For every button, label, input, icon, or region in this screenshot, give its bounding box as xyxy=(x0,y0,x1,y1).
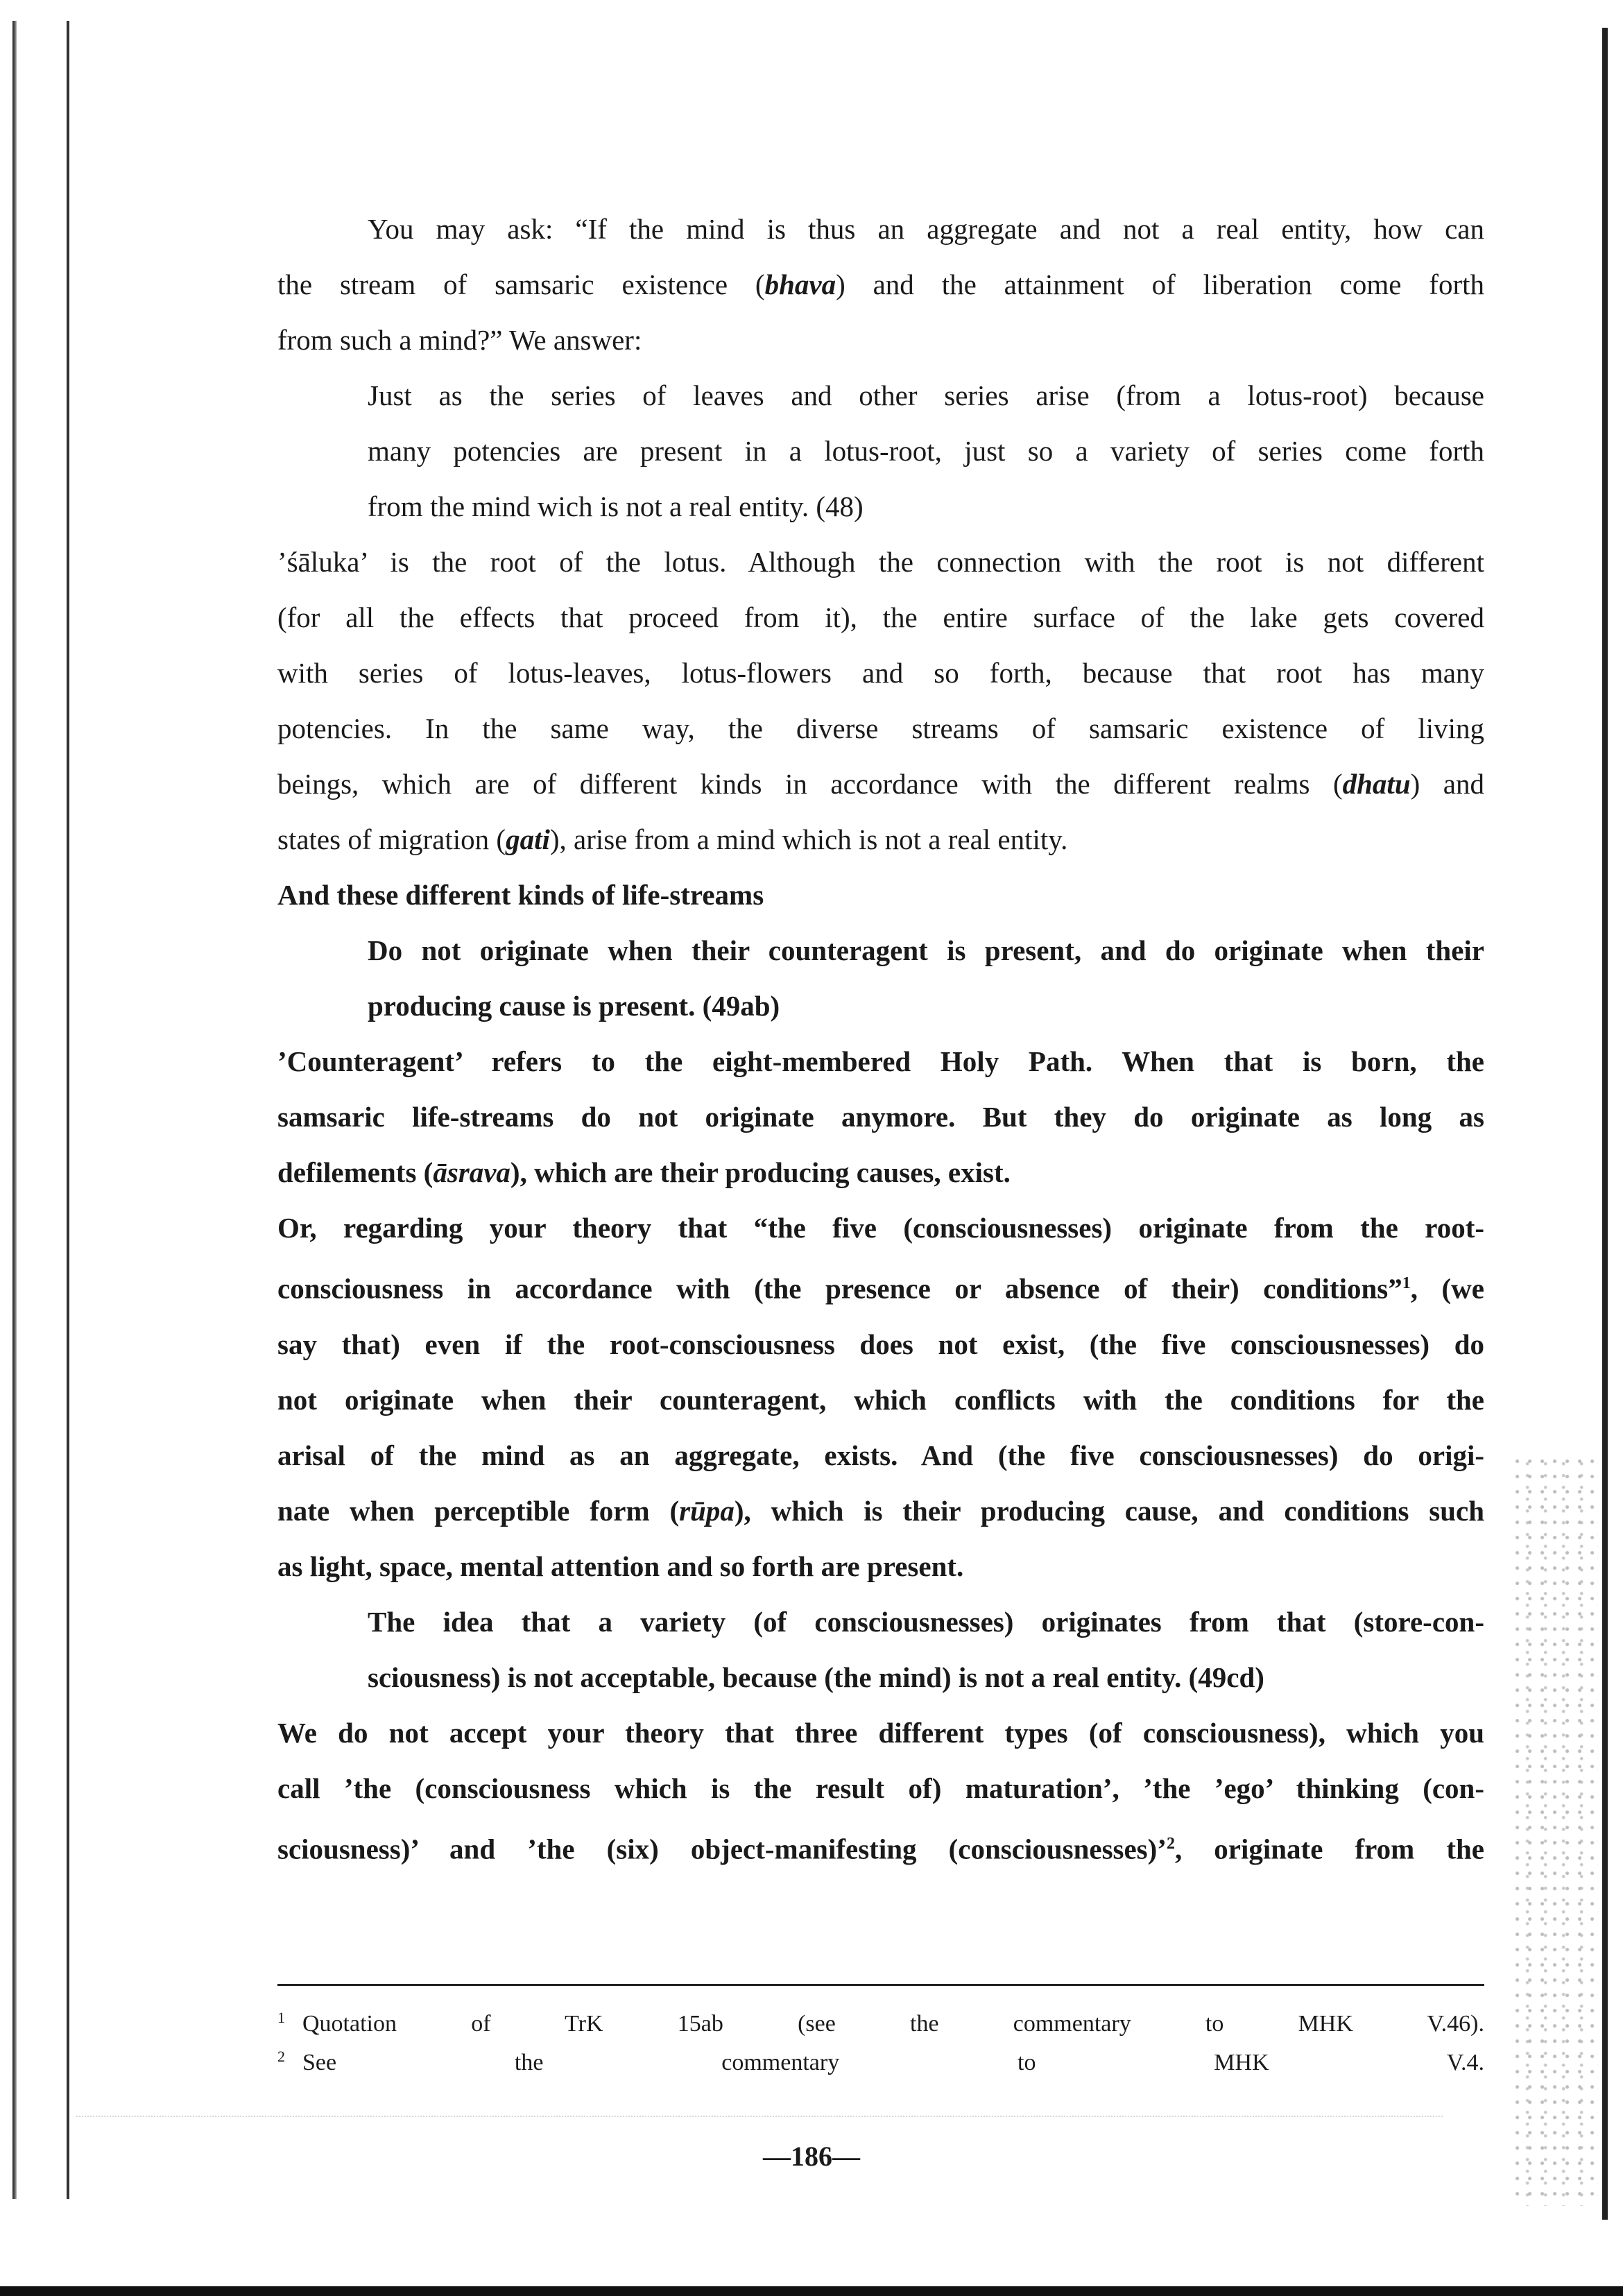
text-run: from such a mind?” We answer: xyxy=(277,324,642,356)
text-line xyxy=(277,1705,1484,1760)
text-run: with series of lotus-leaves, lotus-flowers and so forth, because that root has many xyxy=(277,657,1484,689)
text-line xyxy=(277,1034,1484,1089)
scan-noise xyxy=(1515,1457,1598,2206)
text-line xyxy=(277,201,1484,257)
italic-term: āsrava xyxy=(433,1156,510,1188)
footnote-ref: 2 xyxy=(1166,1834,1175,1853)
text-run: samsaric life-streams do not originate anymore. But they do originate as long as xyxy=(277,1101,1484,1133)
text-line xyxy=(368,479,1484,534)
text-run: the stream of samsaric existence ( xyxy=(277,268,765,300)
text-run: Or, regarding your theory that “the five (consciousnesses) originate from the root- xyxy=(277,1212,1484,1244)
text-line xyxy=(277,645,1484,701)
text-line xyxy=(277,1760,1484,1816)
text-run: from the mind wich is not a real entity. (48) xyxy=(368,490,864,522)
scan-fold-line xyxy=(76,2116,1443,2117)
text-line xyxy=(277,1483,1484,1539)
text-run: many potencies are present in a lotus-root, just so a variety of series come forth xyxy=(368,435,1484,467)
text-run: not originate when their counteragent, which conflicts with the conditions for the xyxy=(277,1383,1484,1416)
text-line xyxy=(277,257,1484,312)
text-run: nate when perceptible form ( xyxy=(277,1494,680,1527)
text-line xyxy=(277,1539,1484,1594)
text-line xyxy=(368,1650,1484,1705)
text-line xyxy=(277,1372,1484,1428)
text-run: beings, which are of different kinds in accordance with the different realms ( xyxy=(277,768,1343,800)
footnote-rule xyxy=(277,1984,1484,1986)
text-line xyxy=(277,867,1484,923)
text-line xyxy=(368,923,1484,978)
binding-edge xyxy=(12,21,17,2199)
text-run: Do not originate when their counteragent is present, and do originate when their xyxy=(368,934,1484,966)
text-run: ) and xyxy=(1410,768,1484,800)
text-run: The idea that a variety (of consciousnesses) originates from that (store-con- xyxy=(368,1605,1484,1638)
text-line xyxy=(277,534,1484,590)
text-line xyxy=(277,1200,1484,1256)
footnote: 1 Quotation of TrK 15ab (see the commentary to MHK V.46). xyxy=(277,2008,1484,2037)
body-text xyxy=(277,201,1484,1876)
text-run: (for all the effects that proceed from it), the entire surface of the lake gets covered xyxy=(277,601,1484,633)
text-line xyxy=(368,368,1484,423)
text-run: say that) even if the root-consciousness does not exist, (the five consciousnesses) do xyxy=(277,1328,1484,1360)
text-run: as light, space, mental attention and so forth are present. xyxy=(277,1550,964,1582)
text-line xyxy=(277,756,1484,812)
text-line xyxy=(368,978,1484,1034)
italic-term: bhava xyxy=(764,268,836,300)
binding-edge-inner xyxy=(67,21,69,2199)
footnote: 2 See the commentary to MHK V.4. xyxy=(277,2047,1484,2075)
text-run: , originate from the xyxy=(1174,1833,1484,1865)
italic-term: dhatu xyxy=(1342,768,1411,800)
footnote-ref: 1 xyxy=(1402,1274,1411,1292)
text-run: ), which is their producing cause, and conditions such xyxy=(734,1494,1484,1527)
text-run: ) and the attainment of liberation come forth xyxy=(836,268,1484,300)
scan-bottom-border xyxy=(0,2286,1623,2296)
text-run: sciousness) is not acceptable, because (the mind) is not a real entity. (49cd) xyxy=(368,1661,1264,1693)
text-line xyxy=(277,701,1484,756)
text-line xyxy=(277,1428,1484,1483)
text-run: ’Counteragent’ refers to the eight-membered Holy Path. When that is born, the xyxy=(277,1045,1484,1077)
text-line xyxy=(277,1145,1484,1200)
footnote-text: Quotation of TrK 15ab (see the commentary to MHK V.46). xyxy=(302,2011,1484,2037)
text-run: consciousness in accordance with (the presence or absence of their) conditions” xyxy=(277,1272,1402,1305)
text-run: We do not accept your theory that three different types (of consciousness), which you xyxy=(277,1716,1484,1749)
italic-term: rūpa xyxy=(679,1494,735,1527)
text-run: ), arise from a mind which is not a real entity. xyxy=(549,823,1068,855)
text-run: call ’the (consciousness which is the result of) maturation’, ’the ’ego’ thinking (con- xyxy=(277,1772,1484,1804)
text-line xyxy=(277,590,1484,645)
text-run: potencies. In the same way, the diverse streams of samsaric existence of living xyxy=(277,712,1484,744)
page-edge xyxy=(1602,28,1608,2220)
text-line xyxy=(368,1594,1484,1650)
text-line xyxy=(277,312,1484,368)
text-line xyxy=(277,1317,1484,1372)
text-line xyxy=(277,1089,1484,1145)
text-line xyxy=(368,423,1484,479)
text-run: Just as the series of leaves and other series arise (from a lotus-root) because xyxy=(368,379,1484,411)
page-number: —186— xyxy=(763,2141,860,2172)
footnotes xyxy=(277,2005,1484,2082)
text-run: ’śāluka’ is the root of the lotus. Although the connection with the root is not different xyxy=(277,546,1484,578)
text-line xyxy=(277,812,1484,867)
text-run: You may ask: “If the mind is thus an aggregate and not a real entity, how can xyxy=(368,213,1484,245)
text-run: defilements ( xyxy=(277,1156,433,1188)
italic-term: gati xyxy=(506,823,550,855)
text-run: ), which are their producing causes, exist. xyxy=(510,1156,1011,1188)
text-run: producing cause is present. (49ab) xyxy=(368,990,780,1022)
text-run: arisal of the mind as an aggregate, exists. And (the five consciousnesses) do origi- xyxy=(277,1439,1484,1471)
text-line xyxy=(277,1256,1484,1317)
text-run: states of migration ( xyxy=(277,823,506,855)
text-run: sciousness)’ and ’the (six) object-manifesting (consciousnesses)’ xyxy=(277,1833,1167,1865)
footnote-text: See the commentary to MHK V.4. xyxy=(302,2050,1484,2075)
text-line xyxy=(277,1816,1484,1877)
text-run: , (we xyxy=(1410,1272,1484,1305)
text-run: And these different kinds of life-streams xyxy=(277,879,764,911)
